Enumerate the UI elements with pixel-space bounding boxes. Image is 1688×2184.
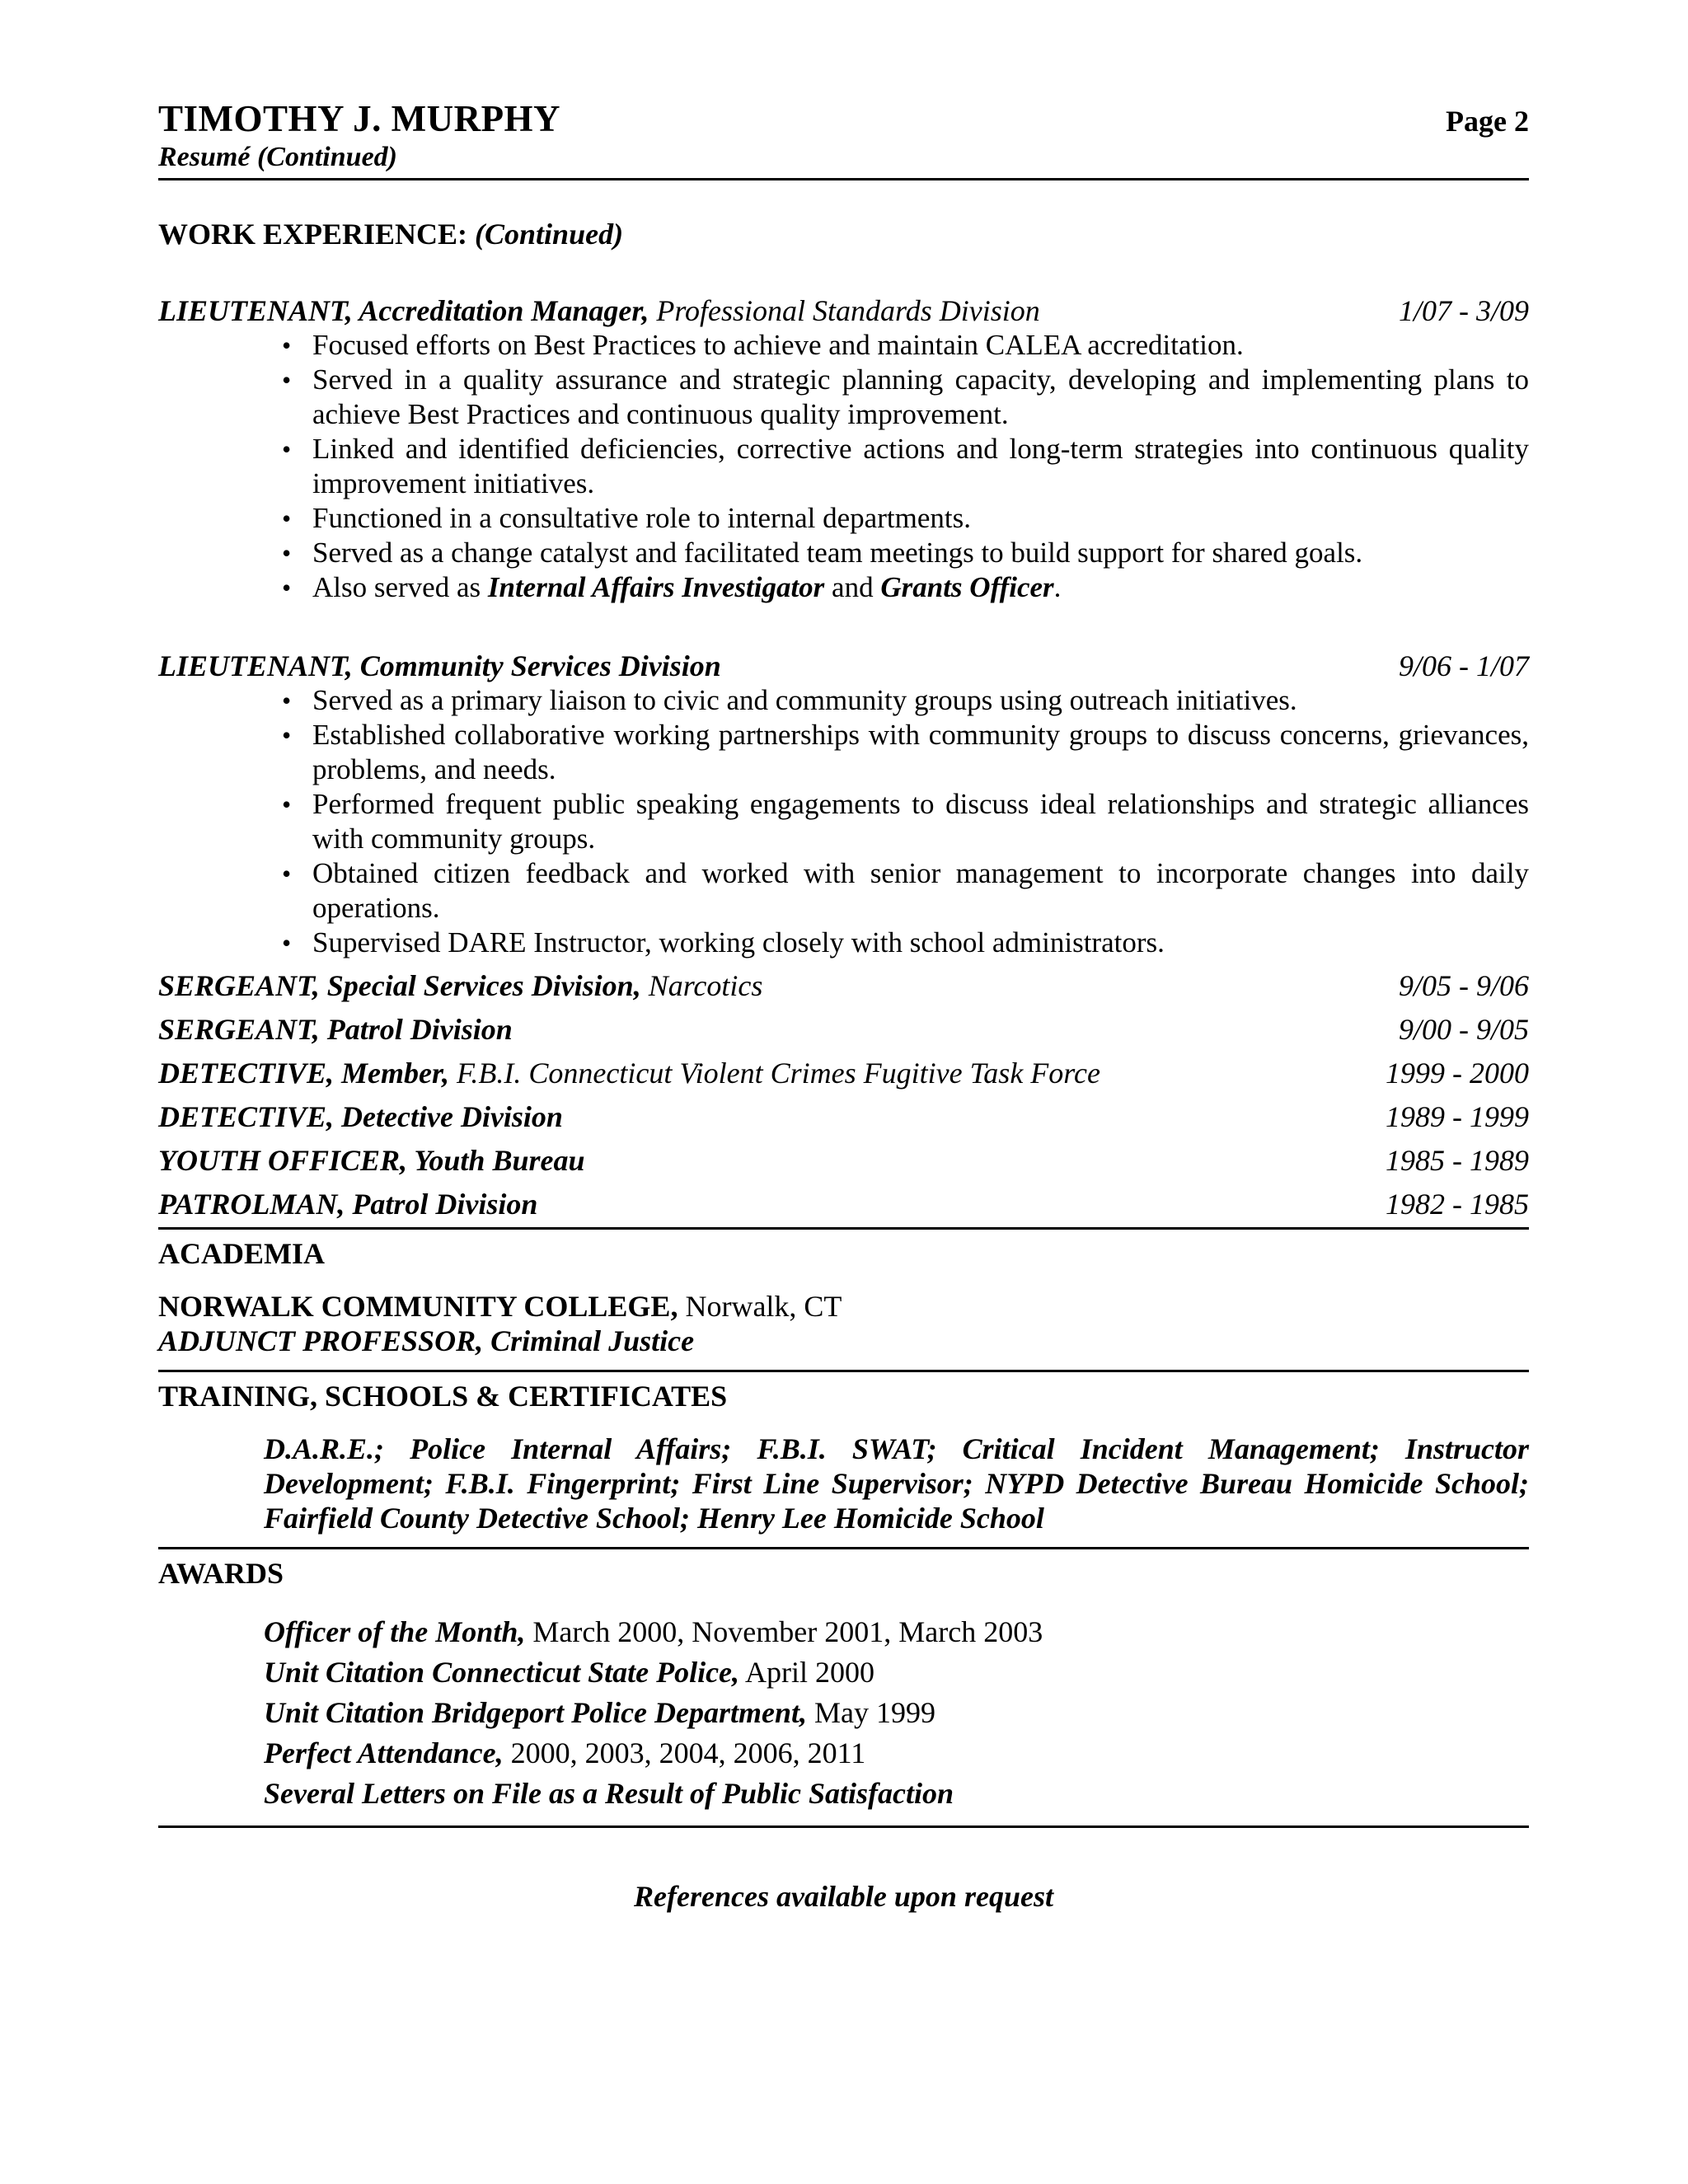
bullet-role: Internal Affairs Investigator <box>487 571 825 603</box>
position-heading <box>158 1143 584 1178</box>
college-name: NORWALK COMMUNITY COLLEGE, <box>158 1290 678 1323</box>
job-heading <box>158 649 721 683</box>
position-dates: 9/05 - 9/06 <box>1399 969 1529 1002</box>
bullet-text: . <box>1053 571 1062 603</box>
header-divider <box>158 178 1529 180</box>
job-bullet: • Functioned in a consultative role to internal departments. <box>282 501 1529 536</box>
position-heading <box>158 1056 1100 1090</box>
job-bullet: • Served as a change catalyst and facilitated team meetings to build support for shared goals. <box>282 536 1529 570</box>
position-dates: 1999 - 2000 <box>1386 1057 1529 1090</box>
award-detail: March 2000, November 2001, March 2003 <box>525 1615 1043 1648</box>
job-dates: 9/06 - 1/07 <box>1399 649 1529 682</box>
awards-heading: AWARDS <box>158 1557 284 1590</box>
bullet-text: Also served as <box>312 571 488 603</box>
award-name: Unit Citation Bridgeport Police Department, <box>264 1696 808 1729</box>
job-title: LIEUTENANT, Community Services Division <box>158 649 721 682</box>
work-experience-title: WORK EXPERIENCE: <box>158 218 468 251</box>
position-row <box>158 1143 1529 1179</box>
position-title: SERGEANT, Special Services Division, <box>158 969 641 1002</box>
awards-list <box>264 1612 1529 1814</box>
job-bullet: • Obtained citizen feedback and worked with senior management to incorporate changes into daily operations. <box>282 856 1529 926</box>
position-heading <box>158 1012 513 1047</box>
job-bullet: • Linked and identified deficiencies, corrective actions and long-term strategies into continuous quality improvement initiatives. <box>282 432 1529 501</box>
page-number: Page 2 <box>1446 105 1529 138</box>
section-divider <box>158 1825 1529 1828</box>
references-note: References available upon request <box>634 1880 1053 1913</box>
position-heading <box>158 968 762 1003</box>
work-experience-heading <box>158 217 1529 251</box>
position-department: F.B.I. Connecticut Violent Crimes Fugitive Task Force <box>449 1057 1100 1090</box>
award-item <box>264 1612 1529 1652</box>
academia-position: ADJUNCT PROFESSOR, Criminal Justice <box>158 1324 695 1357</box>
award-item <box>264 1652 1529 1693</box>
page-header <box>158 97 1529 140</box>
award-name: Perfect Attendance, <box>264 1736 504 1769</box>
section-divider <box>158 1370 1529 1372</box>
position-row <box>158 1056 1529 1091</box>
college-location: Norwalk, CT <box>678 1290 842 1323</box>
job-title: LIEUTENANT, Accreditation Manager, <box>158 294 649 327</box>
award-detail: April 2000 <box>739 1656 875 1689</box>
job-department: Professional Standards Division <box>649 294 1040 327</box>
job-bullet: • Supervised DARE Instructor, working closely with school administrators. <box>282 926 1529 960</box>
prior-positions <box>158 968 1529 1222</box>
award-name: Several Letters on File as a Result of Public Satisfaction <box>264 1777 954 1810</box>
position-dates: 1989 - 1999 <box>1386 1100 1529 1133</box>
work-experience-continued: (Continued) <box>475 218 624 251</box>
position-row <box>158 968 1529 1004</box>
academia-heading: ACADEMIA <box>158 1237 325 1270</box>
position-row <box>158 1099 1529 1135</box>
job-bullets <box>282 328 1529 605</box>
job-bullet <box>282 570 1529 605</box>
position-title: SERGEANT, Patrol Division <box>158 1013 513 1046</box>
job-bullet: • Established collaborative working partnerships with community groups to discuss concerns, grievances, problems, and needs. <box>282 718 1529 787</box>
position-row <box>158 1012 1529 1047</box>
section-divider <box>158 1227 1529 1230</box>
award-detail: 2000, 2003, 2004, 2006, 2011 <box>503 1736 866 1769</box>
award-item <box>264 1774 1529 1814</box>
position-heading <box>158 1187 537 1221</box>
position-dates: 1982 - 1985 <box>1386 1188 1529 1221</box>
bullet-role: Grants Officer <box>880 571 1054 603</box>
position-title: YOUTH OFFICER, Youth Bureau <box>158 1144 585 1177</box>
candidate-name: TIMOTHY J. MURPHY <box>158 98 561 139</box>
page-subtitle: Resumé (Continued) <box>158 142 397 172</box>
job-heading <box>158 293 1040 328</box>
job-dates: 1/07 - 3/09 <box>1399 294 1529 327</box>
job-bullet: • Served as a primary liaison to civic and community groups using outreach initiatives. <box>282 683 1529 718</box>
bullet-text: and <box>824 571 881 603</box>
training-heading: TRAINING, SCHOOLS & CERTIFICATES <box>158 1380 728 1413</box>
position-heading <box>158 1099 563 1134</box>
job-entry <box>158 649 1529 683</box>
award-name: Unit Citation Connecticut State Police, <box>264 1656 740 1689</box>
award-item <box>264 1733 1529 1774</box>
job-bullet: • Served in a quality assurance and strategic planning capacity, developing and implementing plans to achieve Best Practices and continuous quality improvement. <box>282 363 1529 432</box>
section-divider <box>158 1547 1529 1549</box>
position-dates: 1985 - 1989 <box>1386 1144 1529 1177</box>
award-name: Officer of the Month, <box>264 1615 526 1648</box>
award-detail: May 1999 <box>807 1696 936 1729</box>
position-dates: 9/00 - 9/05 <box>1399 1013 1529 1046</box>
position-row <box>158 1187 1529 1222</box>
position-title: DETECTIVE, Member, <box>158 1057 450 1090</box>
training-list: D.A.R.E.; Police Internal Affairs; F.B.I. SWAT; Critical Incident Management; Instructor Development; F.B.I. Fingerprint; First Line Supervisor; NYPD Detective Bureau Homicide School; Fairfield County Detective School; Henry Lee Homicide School <box>264 1432 1529 1535</box>
award-item <box>264 1693 1529 1733</box>
job-entry <box>158 293 1529 328</box>
page-content <box>158 97 1529 1914</box>
position-title: PATROLMAN, Patrol Division <box>158 1188 538 1221</box>
job-bullets <box>282 683 1529 960</box>
position-department: Narcotics <box>640 969 763 1002</box>
position-title: DETECTIVE, Detective Division <box>158 1100 563 1133</box>
academia-college <box>158 1289 1529 1324</box>
job-bullet: • Focused efforts on Best Practices to achieve and maintain CALEA accreditation. <box>282 328 1529 363</box>
job-bullet: • Performed frequent public speaking engagements to discuss ideal relationships and strategic alliances with community groups. <box>282 787 1529 856</box>
